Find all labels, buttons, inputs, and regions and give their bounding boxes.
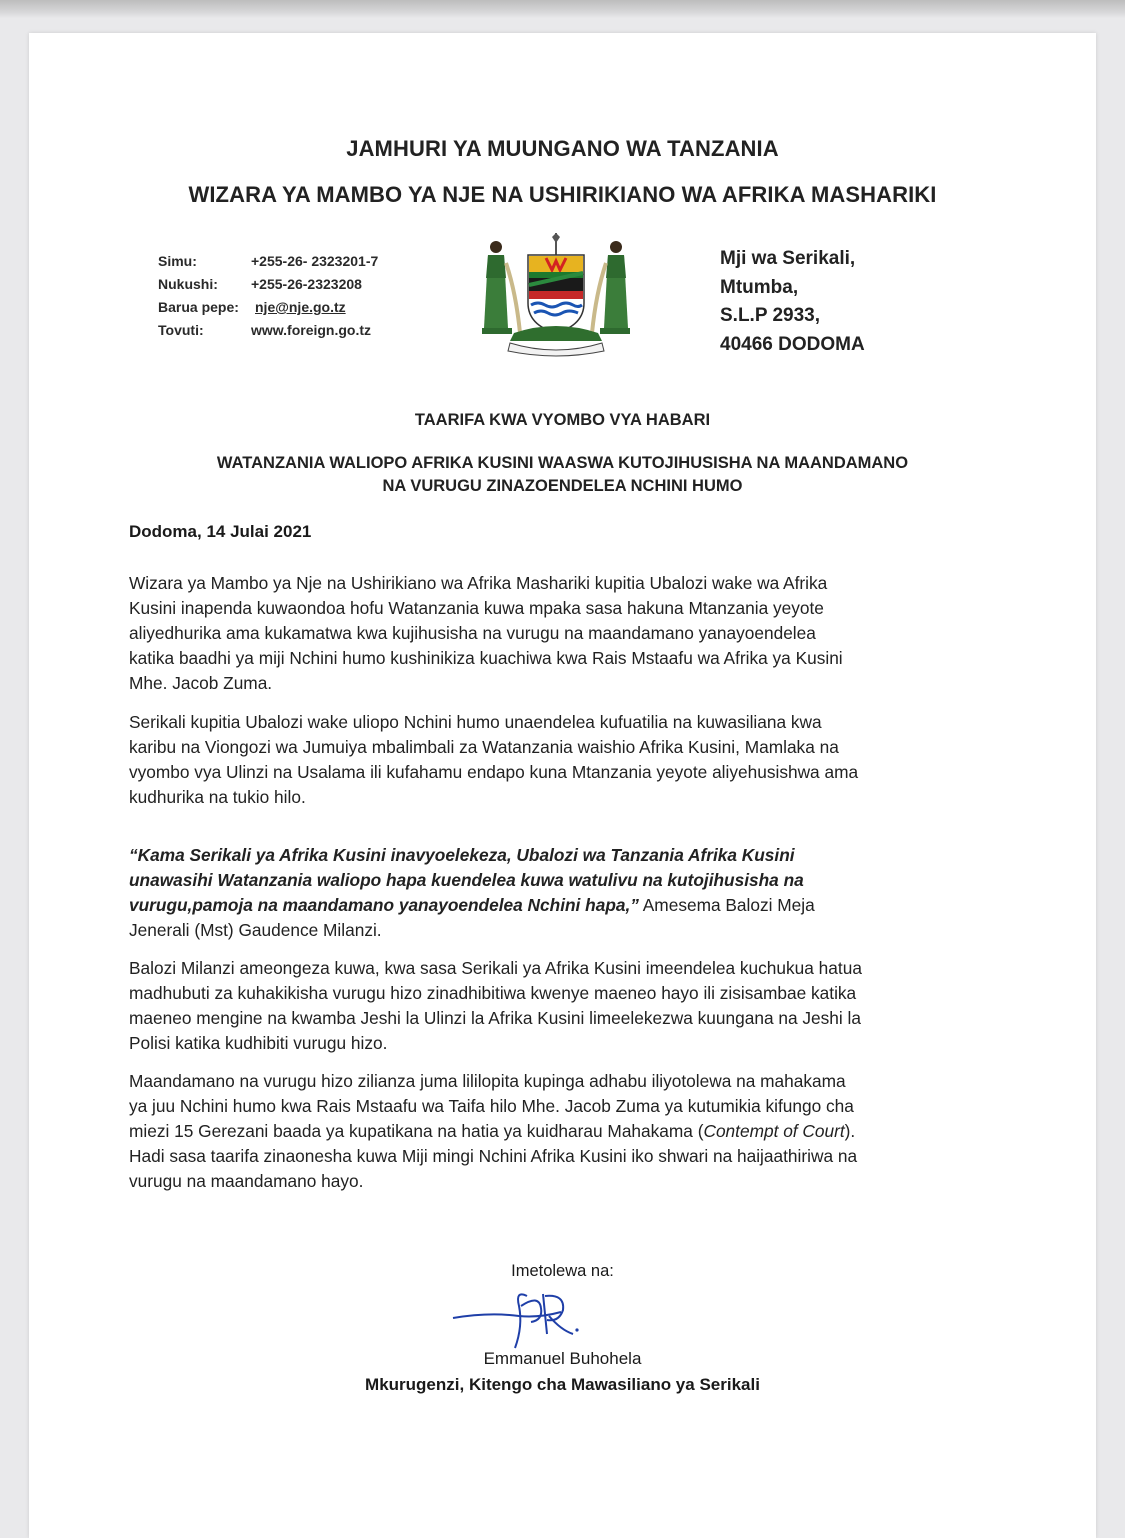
signatory-title: Mkurugenzi, Kitengo cha Mawasiliano ya Serikali [365, 1375, 760, 1394]
dateline: Dodoma, 14 Julai 2021 [129, 522, 312, 541]
paragraph-4: Balozi Milanzi ameongeza kuwa, kwa sasa Serikali ya Afrika Kusini imeendelea kuchukua hatua madhubuti za kuhakikisha vurugu hizo zinadhibitiwa kwenye maeneo hayo ili zisisambae katika maeneo mengine na kwamba Jeshi la Ulinzi la Afrika Kusini limeelekezwa kuungana na Jeshi la Polisi katika kudhibiti vurugu hizo. [129, 958, 862, 1053]
email-link[interactable]: nje@nje.go.tz [255, 299, 346, 315]
document-type-title: TAARIFA KWA VYOMBO VYA HABARI [414, 411, 711, 429]
ministry-address: Mji wa Serikali, Mtumba, S.L.P 2933, 40466 DODOMA [720, 248, 865, 355]
paragraph-2: Serikali kupitia Ubalozi wake uliopo Nchini humo unaendelea kufuatilia na kuwasiliana kwa karibu na Viongozi wa Jumuiya mbalimbali za Watanzania waishio Afrika Kusini, Mamlaka na vyombo vya Ulinzi na Usalama ili kufahamu endapo kuna Mtanzania yeyote aliyehusishwa ama kudhurika na tukio hilo. [129, 712, 859, 807]
signatory-name: Emmanuel Buhohela [483, 1349, 642, 1368]
website-link[interactable]: www.foreign.go.tz [251, 322, 372, 338]
paragraph-3-quote: “Kama Serikali ya Afrika Kusini inavyoelekeza, Ubalozi wa Tanzania Afrika Kusini unawasihi Watanzania waliopo hapa kuendelea kuwa watulivu na kutojihusisha na vurugu,pamoja na maandamano yanayoendelea Nchini hapa,” Amesema Balozi Meja Jenerali (Mst) Gaudence Milanzi. [129, 845, 815, 940]
coat-of-arms-icon [476, 233, 636, 358]
document-page: JAMHURI YA MUUNGANO WA TANZANIA WIZARA YA MAMBO YA NJE NA USHIRIKIANO WA AFRIKA MASHARIKI Simu: +255-26- 2323201-7 Nukushi: +255-26-2323208 Barua pepe: nje@nje.go.tz Tovuti: www.foreign.go.tz Mji wa Serikali, Mtumba, S.L.P 2933, 40466 DODOMA TAARIFA KWA VYOMBO VYA HABARI WATANZANIA WALIOPO AFRIKA KUSINI WAASWA KUTOJIHUSISHA NA MAANDAMANO NA VURUGU ZINAZOENDELEA NCHINI HUMO Dodoma, 14 Julai 2021 Wizara ya Mambo ya Nje na Ushirikiano wa Afrika Mashariki kupitia Ubalozi wake wa Afrika Kusini inapenda kuwaondoa hofu Watanzania kuwa mpaka sasa hakuna Mtanzania yeyote aliyedhurika ama kukamatwa kwa kujihusisha na vurugu na maandamano yanayoendelea katika baadhi ya miji Nchini humo kushinikiza kuachiwa kwa Rais Mstaafu wa Afrika ya Kusini Mhe. Jacob Zuma. Serikali kupitia Ubalozi wake uliopo Nchini humo unaendelea kufuatilia na kuwasiliana kwa karibu na Viongozi wa Jumuiya mbalimbali za Watanzania waishio Afrika Kusini, Mamlaka na vyombo vya Ulinzi na Usalama ili kufahamu endapo kuna Mtanzania yeyote aliyehusishwa ama kudhurika na tukio hilo. “Kama Serikali ya Afrika Kusini inavyoelekeza, Ubalozi wa Tanzania Afrika Kusini unawasihi Watanzania waliopo hapa kuendelea kuwa watulivu na kutojihusisha na vurugu,pamoja na maandamano yanayoendelea Nchini hapa,” Amesema Balozi Meja Jenerali (Mst) Gaudence Milanzi. Balozi Milanzi ameongeza kuwa, kwa sasa Serikali ya Afrika Kusini imeendelea kuchukua hatua madhubuti za kuhakikisha vurugu hizo zinadhibitiwa kwenye maeneo hayo ili zisisambae katika maeneo mengine na kwamba Jeshi la Ulinzi la Afrika Kusini limeelekezwa kuungana na Jeshi la Polisi katika kudhibiti vurugu hizo. Maandamano na vurugu hizo zilianza juma lililopita kupinga adhabu iliyotolewa na mahakama ya juu Nchini humo kwa Rais Mstaafu wa Taifa hilo Mhe. Jacob Zuma ya kutumikia kifungo cha miezi 15 Gerezani baada ya kupatikana na hatia ya kuidharau Mahakama (Contempt of Court). Hadi sasa taarifa zinaonesha kuwa Miji mingi Nchini Afrika Kusini iko shwari na haijaathiriwa na vurugu na maandamano hayo. Imetolewa na: Emmanuel Buhohela Mkurugenzi, Kitengo cha Mawasiliano ya Serikali [29, 33, 1096, 1538]
top-shadow-bar [0, 0, 1125, 18]
paragraph-5: Maandamano na vurugu hizo zilianza juma lililopita kupinga adhabu iliyotolewa na mahakama ya juu Nchini humo kwa Rais Mstaafu wa Taifa hilo Mhe. Jacob Zuma ya kutumikia kifungo cha miezi 15 Gerezani baada ya kupatikana na hatia ya kuidharau Mahakama (Contempt of Court). Hadi sasa taarifa zinaonesha kuwa Miji mingi Nchini Afrika Kusini iko shwari na haijaathiriwa na vurugu na maandamano hayo. [129, 1071, 858, 1191]
paragraph-1: Wizara ya Mambo ya Nje na Ushirikiano wa Afrika Mashariki kupitia Ubalozi wake wa Afrika Kusini inapenda kuwaondoa hofu Watanzania kuwa mpaka sasa hakuna Mtanzania yeyote aliyedhurika ama kukamatwa kwa kujihusisha na vurugu na maandamano yanayoendelea katika baadhi ya miji Nchini humo kushinikiza kuachiwa kwa Rais Mstaafu wa Afrika ya Kusini Mhe. Jacob Zuma. [129, 573, 843, 693]
headline-line-2: NA VURUGU ZINAZOENDELEA NCHINI HUMO [382, 477, 743, 495]
header-country: JAMHURI YA MUUNGANO WA TANZANIA [346, 136, 779, 161]
headline-line-1: WATANZANIA WALIOPO AFRIKA KUSINI WAASWA KUTOJIHUSISHA NA MAANDAMANO [216, 454, 909, 472]
handwritten-signature [449, 1286, 599, 1356]
issued-by-label: Imetolewa na: [511, 1262, 614, 1280]
header-ministry: WIZARA YA MAMBO YA NJE NA USHIRIKIANO WA AFRIKA MASHARIKI [188, 182, 937, 207]
